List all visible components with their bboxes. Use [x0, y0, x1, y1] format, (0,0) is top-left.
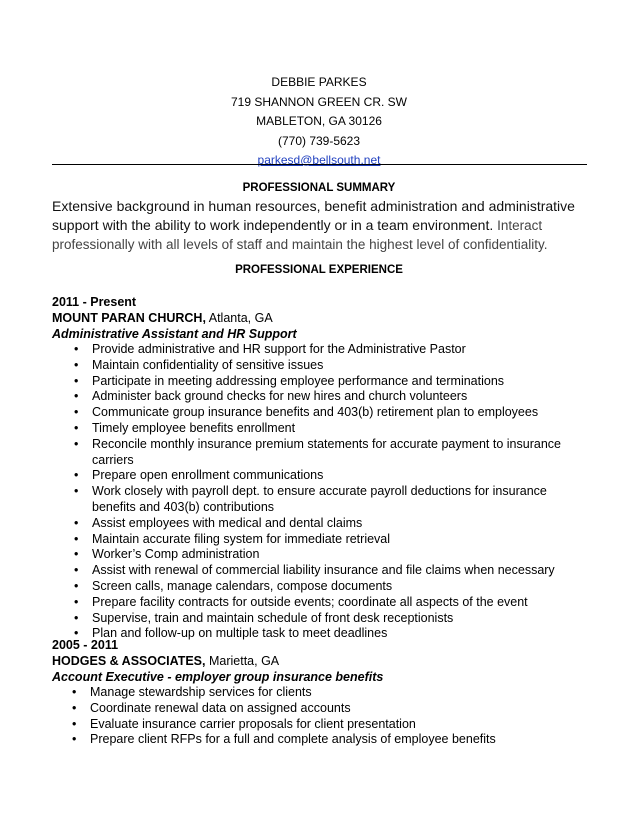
list-item: • Assist employees with medical and dental claims: [52, 516, 592, 532]
job-company-line: [52, 653, 592, 669]
job-entry-1: [52, 294, 592, 642]
list-item: • Coordinate renewal data on assigned accounts: [52, 701, 592, 717]
list-item: • Supervise, train and maintain schedule of front desk receptionists: [52, 611, 592, 627]
list-item: • Work closely with payroll dept. to ensure accurate payroll deductions for insurance benefits and 403(b) contributions: [52, 484, 592, 516]
list-item: • Provide administrative and HR support for the Administrative Pastor: [52, 342, 592, 358]
list-item: • Communicate group insurance benefits and 403(b) retirement plan to employees: [52, 405, 592, 421]
list-item: • Prepare facility contracts for outside events; coordinate all aspects of the event: [52, 595, 592, 611]
job-company: HODGES & ASSOCIATES,: [52, 654, 206, 668]
list-item: • Worker’s Comp administration: [52, 547, 592, 563]
list-item: • Prepare open enrollment communications: [52, 468, 592, 484]
job-entry-2: [52, 637, 592, 748]
header-divider: [52, 164, 587, 165]
contact-header: [0, 0, 638, 171]
job-years: 2005 - 2011: [52, 638, 119, 652]
job-role: Administrative Assistant and HR Support: [52, 327, 297, 341]
street-address: 719 SHANNON GREEN CR. SW: [230, 94, 408, 109]
job-company: MOUNT PARAN CHURCH,: [52, 311, 206, 325]
job-role: Account Executive - employer group insurance benefits: [52, 670, 384, 684]
job-duties-list: [52, 685, 592, 748]
list-item: • Participate in meeting addressing employee performance and terminations: [52, 374, 592, 390]
email-link[interactable]: parkesd@bellsouth.net: [257, 153, 381, 167]
city-state-zip: MABLETON, GA 30126: [256, 114, 382, 128]
list-item: • Prepare client RFPs for a full and complete analysis of employee benefits: [52, 732, 592, 748]
summary-heading: PROFESSIONAL SUMMARY: [242, 182, 396, 194]
list-item: • Maintain accurate filing system for immediate retrieval: [52, 532, 592, 548]
list-item: • Manage stewardship services for clients: [52, 685, 592, 701]
list-item: • Assist with renewal of commercial liability insurance and file claims when necessary: [52, 563, 592, 579]
phone-number: (770) 739-5623: [277, 133, 361, 148]
list-item: • Evaluate insurance carrier proposals for client presentation: [52, 717, 592, 733]
job-duties-list: [52, 342, 592, 642]
list-item: • Reconcile monthly insurance premium statements for accurate payment to insurance carriers: [52, 437, 592, 469]
list-item: • Screen calls, manage calendars, compose documents: [52, 579, 592, 595]
summary-main-text: Extensive background in human resources, benefit administration and administrative support with the ability to work independently or in a team environment.: [52, 198, 575, 233]
summary-muted-text: Interact professionally with all levels of staff and maintain the highest level of confidentiality.: [52, 217, 548, 252]
job-location: Atlanta, GA: [208, 311, 273, 325]
job-company-line: [52, 310, 592, 326]
summary-text: [52, 197, 587, 255]
job-years: 2011 - Present: [52, 295, 137, 309]
list-item: • Timely employee benefits enrollment: [52, 421, 592, 437]
job-location: Marietta, GA: [208, 654, 280, 668]
candidate-name: DEBBIE PARKES: [271, 75, 367, 89]
experience-heading: PROFESSIONAL EXPERIENCE: [235, 264, 403, 276]
list-item: • Plan and follow-up on multiple task to meet deadlines: [52, 626, 592, 642]
list-item: • Maintain confidentiality of sensitive issues: [52, 358, 592, 374]
list-item: • Administer back ground checks for new hires and church volunteers: [52, 389, 592, 405]
